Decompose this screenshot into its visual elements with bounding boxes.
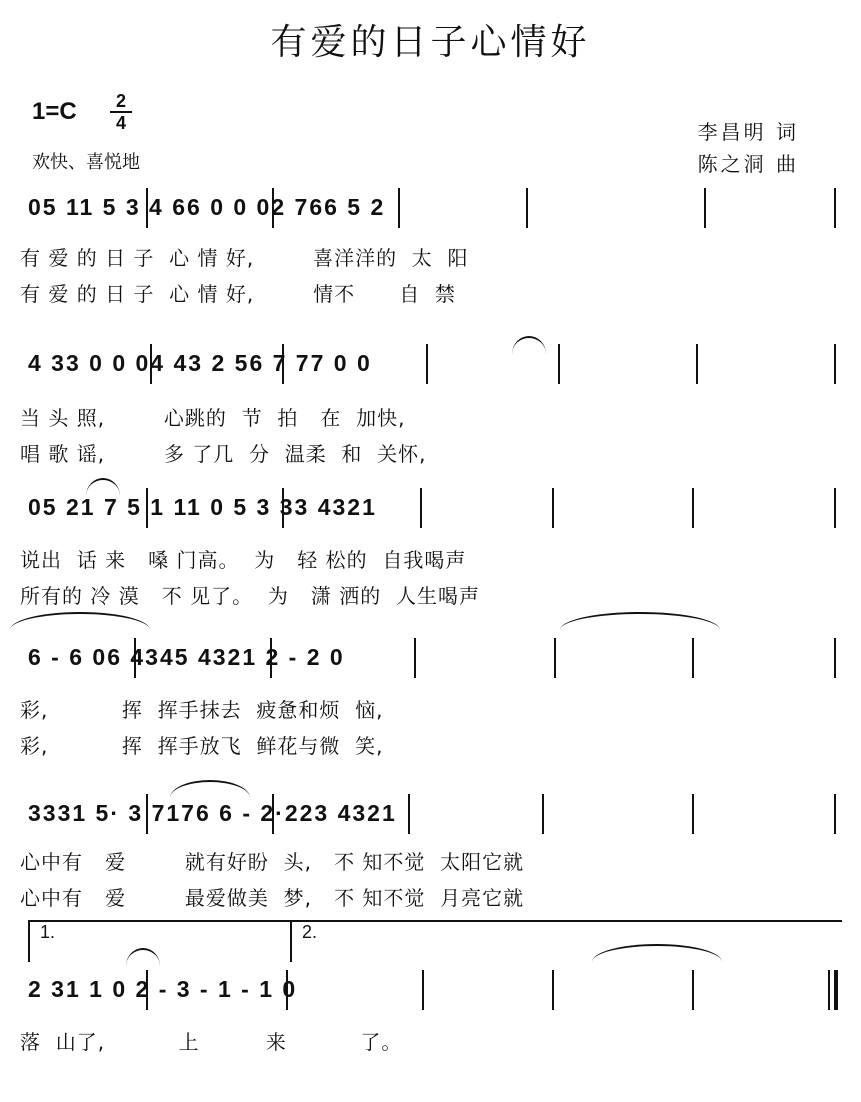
lyrics-6-verse-1: 落 山了, 上 来 了。	[20, 1030, 403, 1054]
first-ending-bracket: 1.	[28, 920, 290, 962]
notes-line-1: 05 11 5 3 4 66 0 0 02 766 5 2	[28, 194, 386, 220]
tie-mark	[10, 612, 150, 630]
notes-line-6: 2 31 1 0 2 - 3 - 1 - 1 0	[28, 976, 298, 1002]
staff-system-2	[28, 344, 840, 384]
time-sig-bottom: 4	[115, 113, 126, 133]
composer-credit: 陈之洞 曲	[697, 152, 799, 176]
lyrics-1-verse-1: 有 爱 的 日 子 心 情 好, 喜洋洋的 太 阳	[20, 246, 469, 270]
second-ending-bracket: 2.	[290, 920, 842, 962]
staff-system-3	[28, 488, 840, 528]
song-title: 有爱的日子心情好	[270, 22, 591, 63]
lyrics-1-verse-2: 有 爱 的 日 子 心 情 好, 情不 自 禁	[20, 282, 456, 306]
tempo-marking: 欢快、喜悦地	[32, 152, 140, 173]
notes-line-2: 4 33 0 0 04 43 2 56 7 77 0 0	[28, 350, 372, 376]
lyrics-3-verse-2: 所有的 冷 漠 不 见了。 为 潇 洒的 人生喝声	[20, 584, 481, 608]
key-signature: 1=C	[32, 98, 77, 125]
time-signature	[110, 92, 132, 132]
lyrics-2-verse-1: 当 头 照, 心跳的 节 拍 在 加快,	[20, 406, 406, 430]
staff-system-1	[28, 188, 840, 228]
notes-line-5: 3331 5· 3 7176 6 - 2·223 4321	[28, 800, 397, 826]
lyrics-5-verse-1: 心中有 爱 就有好盼 头, 不 知不觉 太阳它就	[20, 850, 525, 874]
notes-line-4: 6 - 6 06 4345 4321 2 - 2 0	[28, 644, 345, 670]
lyricist-credit: 李昌明 词	[697, 120, 799, 144]
tie-mark	[560, 612, 720, 630]
lyrics-2-verse-2: 唱 歌 谣, 多 了几 分 温柔 和 关怀,	[20, 442, 427, 466]
notes-line-3: 05 21 7 5 1 11 0 5 3 33 4321	[28, 494, 377, 520]
lyrics-3-verse-1: 说出 话 来 嗓 门高。 为 轻 松的 自我喝声	[20, 548, 467, 572]
lyrics-4-verse-2: 彩, 挥 挥手放飞 鲜花与微 笑,	[20, 734, 384, 758]
lyrics-4-verse-1: 彩, 挥 挥手抹去 疲惫和烦 恼,	[20, 698, 384, 722]
staff-system-4	[28, 638, 840, 678]
staff-system-5	[28, 794, 840, 834]
staff-system-6	[28, 970, 840, 1010]
lyrics-5-verse-2: 心中有 爱 最爱做美 梦, 不 知不觉 月亮它就	[20, 886, 525, 910]
time-sig-top: 2	[115, 91, 126, 111]
